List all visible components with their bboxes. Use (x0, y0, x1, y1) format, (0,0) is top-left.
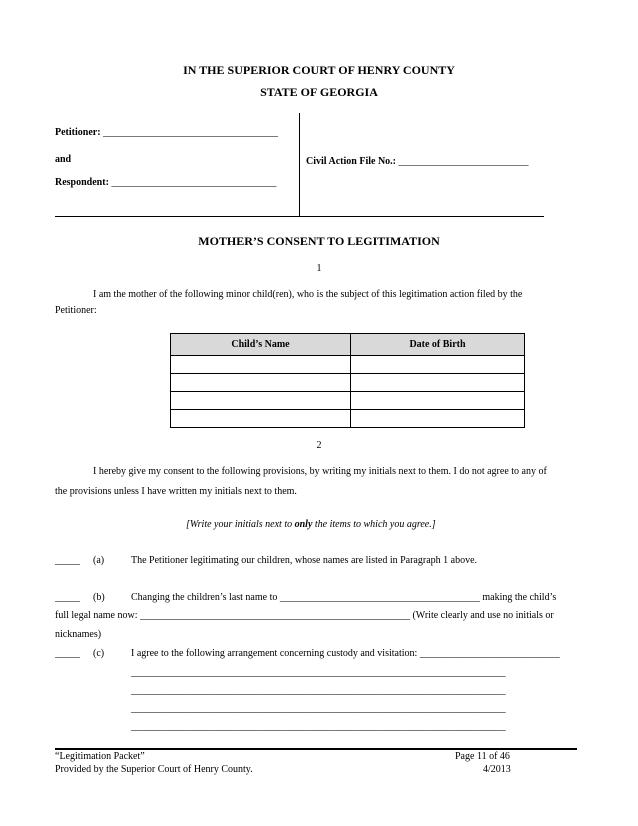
item-b-text-line3: nicknames) (55, 629, 102, 640)
court-heading: IN THE SUPERIOR COURT OF HENRY COUNTY (183, 63, 455, 77)
custody-line[interactable]: ______________________________________________________________________________ (131, 703, 506, 714)
instruction-emphasis: only (294, 519, 313, 530)
civil-action-blank[interactable]: __________________________ (398, 156, 529, 167)
date-of-birth-cell[interactable] (351, 374, 525, 392)
initials-instruction (186, 519, 436, 530)
respondent-line (55, 177, 276, 188)
petitioner-blank[interactable]: ___________________________________ (103, 127, 279, 138)
paragraph-2-text-line2: the provisions unless I have written my initials next to them. (55, 486, 297, 497)
petitioner-line (55, 127, 278, 138)
child-name-cell[interactable] (171, 374, 351, 392)
item-b-text-line1: Changing the children’s last name to ________________________________________ making the child’s (131, 592, 557, 603)
table-row (171, 392, 525, 410)
paragraph-1-number: 1 (316, 263, 322, 274)
custody-line[interactable]: ______________________________________________________________________________ (131, 667, 506, 678)
caption-rule (55, 216, 544, 217)
item-a-label: (a) (93, 555, 105, 566)
item-c-initials-blank[interactable]: _____ (55, 648, 80, 659)
footer-packet-title: “Legitimation Packet” (55, 751, 145, 762)
and-label: and (55, 154, 72, 165)
item-b-text-line2: full legal name now: ______________________________________________________ (Write clearly and use no initials or (55, 610, 554, 621)
custody-line[interactable]: ______________________________________________________________________________ (131, 685, 506, 696)
child-name-cell[interactable] (171, 392, 351, 410)
paragraph-2-text-line1: I hereby give my consent to the following provisions, by writing my initials next to them. I do not agree to any of (93, 466, 547, 477)
item-c-label: (c) (93, 648, 105, 659)
footer-provider: Provided by the Superior Court of Henry County. (55, 764, 253, 775)
table-row (171, 356, 525, 374)
item-b-label: (b) (93, 592, 105, 603)
item-b-initials-blank[interactable]: _____ (55, 592, 80, 603)
caption-divider (299, 113, 300, 217)
date-of-birth-cell[interactable] (351, 356, 525, 374)
respondent-label: Respondent: (55, 177, 109, 188)
footer-page-number: Page 11 of 46 (455, 751, 510, 762)
custody-line[interactable]: ______________________________________________________________________________ (131, 721, 506, 732)
item-c-text: I agree to the following arrangement concerning custody and visitation: ____________________________ (131, 648, 560, 659)
item-a-initials-blank[interactable]: _____ (55, 555, 80, 566)
footer-date: 4/2013 (483, 764, 511, 775)
child-name-cell[interactable] (171, 356, 351, 374)
state-heading: STATE OF GEORGIA (260, 85, 378, 99)
respondent-blank[interactable]: _________________________________ (111, 177, 277, 188)
petitioner-label: Petitioner: (55, 127, 101, 138)
civil-action-label: Civil Action File No.: (306, 156, 396, 167)
date-of-birth-header: Date of Birth (351, 334, 525, 356)
instruction-before: [Write your initials next to (186, 519, 295, 530)
item-a-text: The Petitioner legitimating our children, whose names are listed in Paragraph 1 above. (131, 555, 478, 566)
civil-action-line (306, 156, 529, 167)
paragraph-1-text-line2: Petitioner: (55, 305, 97, 316)
paragraph-1-text-line1: I am the mother of the following minor child(ren), who is the subject of this legitimation action filed by the (93, 289, 523, 300)
child-name-cell[interactable] (171, 410, 351, 428)
instruction-after: the items to which you agree.] (312, 519, 436, 530)
date-of-birth-cell[interactable] (351, 410, 525, 428)
table-header-row (171, 334, 525, 356)
document-title: MOTHER’S CONSENT TO LEGITIMATION (198, 234, 440, 248)
children-table (170, 333, 525, 428)
date-of-birth-cell[interactable] (351, 392, 525, 410)
paragraph-2-number: 2 (316, 440, 322, 451)
child-name-header: Child’s Name (171, 334, 351, 356)
footer-rule (55, 748, 577, 750)
table-row (171, 374, 525, 392)
table-row (171, 410, 525, 428)
